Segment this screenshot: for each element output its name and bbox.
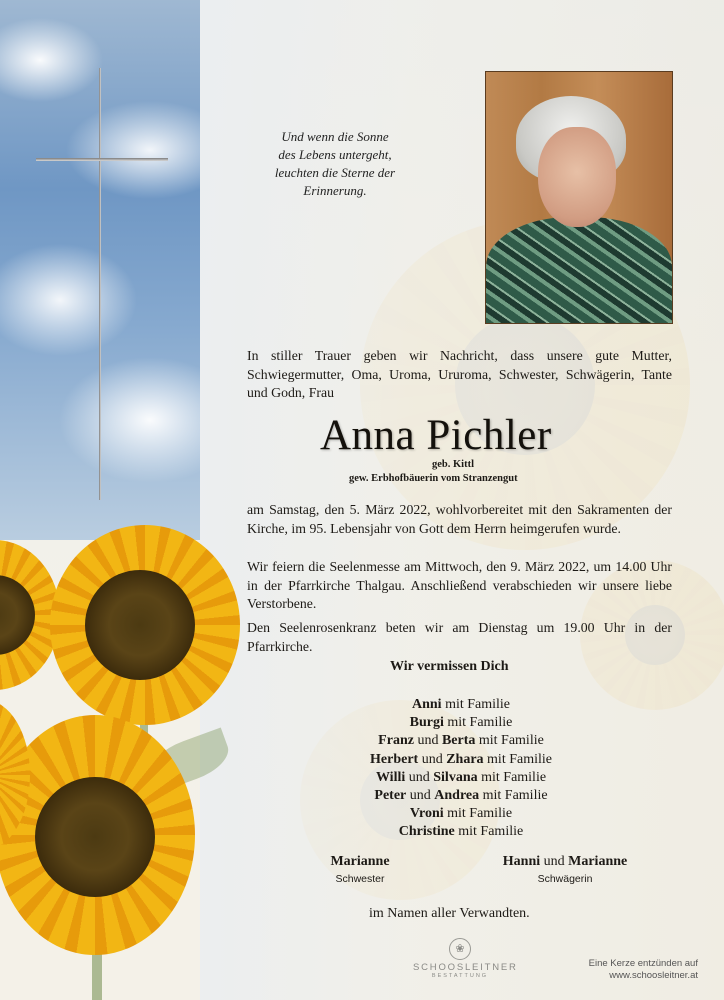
cross-icon: [99, 68, 101, 500]
list-item: Burgi mit Familie: [409, 715, 513, 731]
rosary-text: Den Seelenrosenkranz beten wir am Dienstag um 19.00 Uhr in der Pfarrkirche.: [247, 620, 672, 654]
former-occupation: gew. Erbhofbäuerin vom Stranzengut: [349, 473, 518, 484]
signer-role: Schwägerin: [537, 873, 593, 885]
quote-line: Erinnerung.: [303, 183, 367, 198]
list-item: Anni mit Familie: [411, 697, 511, 712]
relatives-line: im Namen aller Verwandten.: [369, 906, 530, 921]
funeral-home-logo: ❀ SCHOOSLEITNER BESTATTUNG: [413, 938, 507, 979]
list-item: Willi und Silvana mit Familie: [375, 769, 547, 785]
list-item: Franz und Berta mit Familie: [378, 733, 544, 749]
list-item: Herbert und Zhara mit Familie: [370, 751, 552, 767]
list-item: Vroni mit Familie: [409, 806, 513, 822]
signer-role: Schwester: [335, 873, 385, 885]
sunflower: [0, 715, 195, 955]
candle-notice: [589, 958, 698, 982]
portrait-photo: [485, 71, 673, 324]
quote-line: leuchten die Sterne der: [274, 165, 396, 180]
signer-right: Hanni und Marianne Schwägerin: [480, 853, 650, 887]
death-notice-text: am Samstag, den 5. März 2022, wohlvorbereitet mit den Sakramenten der Kirche, im 95. Lebensjahr von Gott dem Herrn heimgerufen wurde.: [247, 502, 672, 536]
maiden-name: geb. Kittl: [432, 459, 474, 470]
mourners-list: [320, 696, 602, 842]
intro-text: In stiller Trauer geben wir Nachricht, dass unsere gute Mutter, Schwiegermutter, Oma, Uroma, Ururoma, Schwester, Schwägerin, Tante und Godn, Frau: [247, 348, 672, 400]
cross-icon: [36, 158, 168, 161]
sunflower: [50, 525, 240, 725]
candle-text: Eine Kerze entzünden auf: [588, 958, 698, 969]
signer-name: Marianne: [568, 854, 628, 869]
signer-name: Marianne: [330, 854, 390, 869]
list-item: Christine mit Familie: [398, 824, 524, 840]
mourners-heading: Wir vermissen Dich: [390, 659, 509, 674]
signer-left: [300, 853, 420, 887]
list-item: Peter und Andrea mit Familie: [374, 788, 548, 804]
quote-line: des Lebens untergeht,: [278, 147, 392, 162]
signer-name: Hanni: [502, 854, 541, 869]
deceased-name: Anna Pichler: [320, 412, 552, 459]
memorial-quote: [250, 128, 420, 200]
funeral-mass-text: Wir feiern die Seelenmesse am Mittwoch, den 9. März 2022, um 14.00 Uhr in der Pfarrkirche Thalgau. Anschließend verabschieden wir unsere liebe Verstorbene.: [247, 559, 672, 611]
flower-logo-icon: ❀: [449, 938, 471, 960]
website-link[interactable]: www.schoosleitner.at: [609, 970, 698, 981]
quote-line: Und wenn die Sonne: [281, 129, 389, 144]
